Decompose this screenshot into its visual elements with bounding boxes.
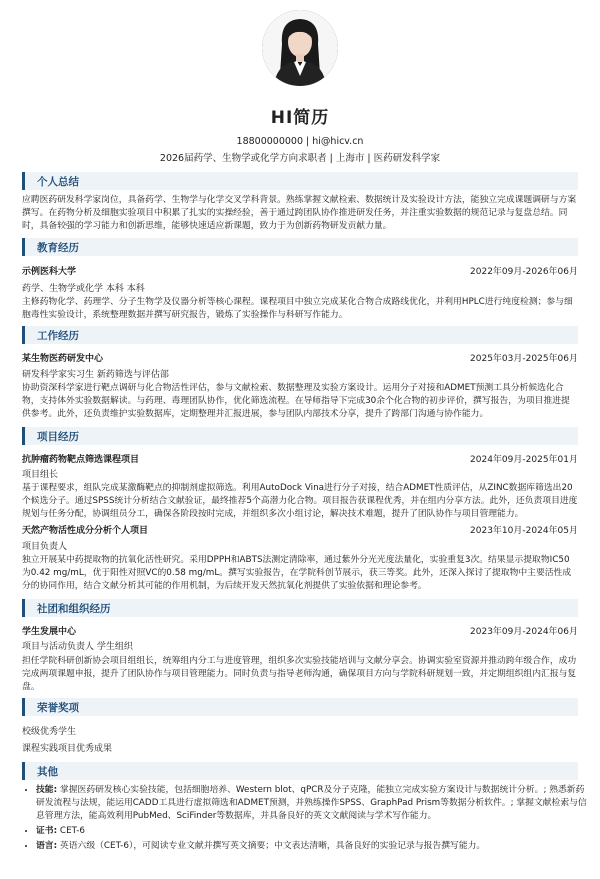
honor-item: 校级优秀学生 xyxy=(22,727,77,737)
section-accent-bar xyxy=(22,427,25,445)
project-text: 基于课程要求，组队完成某激酶靶点的抑制剂虚拟筛选。利用AutoDock Vina进行分子对接，结合ADMET性质评估，从ZINC数据库筛选出20个候选分子。通过SPSS统计分析结合文献验证，最终推荐5个高潜力化合物。项目报告获课程优秀，并在组内分享方法。此外，还负责项目进度规划与任务分配，协调组员分工，确保各阶段按时完成，并组织多次小组讨论，解决技术难题，提升了团队协作与项目管理能力。 xyxy=(22,483,578,519)
section-header-projects xyxy=(22,427,578,445)
section-accent-bar xyxy=(22,326,25,344)
education-major: 药学、生物学或化学 本科 本科 xyxy=(22,284,145,294)
project-row xyxy=(22,523,578,536)
campus-role: 项目与活动负责人 学生组织 xyxy=(22,642,133,652)
campus-date: 2023年09月-2024年06月 xyxy=(470,627,578,637)
section-accent-bar xyxy=(22,172,25,190)
section-title: 个人总结 xyxy=(37,175,79,188)
section-header-summary xyxy=(22,172,578,190)
education-date: 2022年09月-2026年06月 xyxy=(470,267,578,277)
section-title: 其他 xyxy=(37,765,58,778)
section-accent-bar xyxy=(22,238,25,256)
section-accent-bar xyxy=(22,762,25,780)
work-role: 研发科学家实习生 新药筛选与评估部 xyxy=(22,370,169,380)
other-label: 语言: xyxy=(36,841,58,851)
work-text: 协助资深科学家进行靶点调研与化合物活性评估，参与文献检索、数据整理及实验方案设计。运用分子对接和ADMET预测工具分析候选化合物，支持体外实验数据解读。与药理、毒理团队协作，优化筛选流程。在导师指导下完成30余个化合物的初步评价，撰写报告，为项目推进提供参考。此外，还负责维护实验数据库，定期整理并汇报进展，参与团队内部技术分享，提升了跨部门沟通与协作能力。 xyxy=(22,383,570,419)
project-role: 项目组长 xyxy=(22,470,59,480)
section-header-work xyxy=(22,326,578,344)
other-item-skills xyxy=(36,784,592,823)
honor-item: 课程实践项目优秀成果 xyxy=(22,744,113,754)
work-date: 2025年03月-2025年06月 xyxy=(470,354,578,364)
other-text: 英语六级（CET-6），可阅读专业文献并撰写英文摘要；中文表达清晰，具备良好的实验记录与报告撰写能力。 xyxy=(59,841,486,851)
section-header-honors xyxy=(22,698,578,716)
project-text: 独立开展某中药提取物的抗氧化活性研究。采用DPPH和ABTS法测定清除率，通过紫外分光光度法量化，实验重复3次。结果显示提取物IC50为0.42 mg/mL，优于阳性对照VC的0.58 mg/mL。撰写实验报告，在学院科创节展示，获三等奖。此外，还深入探讨了提取物中主要活性成分的协同作用，结合文献分析其可能的作用机制，为后续开发天然抗氧化剂提供了实验依据和理论参考。 xyxy=(22,555,572,591)
project-role: 项目负责人 xyxy=(22,542,68,552)
work-row xyxy=(22,351,578,364)
project-name: 天然产物活性成分分析个人项目 xyxy=(22,526,149,536)
other-list xyxy=(22,784,592,855)
person-portrait-icon xyxy=(262,10,338,86)
section-accent-bar xyxy=(22,599,25,617)
campus-row xyxy=(22,624,578,637)
section-title: 项目经历 xyxy=(37,430,79,443)
contact-line: 18800000000 | hi@hicv.cn xyxy=(236,136,364,147)
education-row xyxy=(22,264,578,277)
section-header-campus xyxy=(22,599,578,617)
other-text: CET-6 xyxy=(59,826,85,836)
section-header-education xyxy=(22,238,578,256)
section-header-other xyxy=(22,762,578,780)
campus-org: 学生发展中心 xyxy=(22,627,77,637)
profile-photo xyxy=(262,10,338,86)
section-accent-bar xyxy=(22,698,25,716)
work-org: 某生物医药研发中心 xyxy=(22,354,104,364)
other-item-certificate xyxy=(36,825,592,838)
project-date: 2023年10月-2024年05月 xyxy=(470,526,578,536)
campus-text: 担任学院科研创新协会项目组组长，统筹组内分工与进度管理，组织多次实验技能培训与文献分享会。协调实验室资源并推动跨年级合作，成功完成两项课题申报，提升了团队协作与项目管理能力。同时负责与指导老师沟通，确保项目方向与学院科研规划一致，并定期组织组内汇报与复盘。 xyxy=(22,656,577,692)
education-text: 主修药物化学、药理学、分子生物学及仪器分析等核心课程。课程项目中独立完成某化合物合成路线优化，并利用HPLC进行纯度检测；参与细胞毒性实验设计，系统整理数据并撰写研究报告，锻炼了实验操作与科研写作能力。 xyxy=(22,297,573,320)
resume-name: HI简历 xyxy=(270,108,330,128)
job-intent-line: 2026届药学、生物学或化学方向求职者 | 上海市 | 医药研发科学家 xyxy=(159,153,441,164)
other-label: 技能: xyxy=(36,785,58,795)
project-name: 抗肿瘤药物靶点筛选课程项目 xyxy=(22,455,140,465)
other-text: 掌握医药研发核心实验技能，包括细胞培养、Western blot、qPCR及分子克隆，能独立完成实验方案设计与数据统计分析。; 熟悉新药研发流程与法规，能运用CADD工具进行虚拟筛选和ADMET预测，并熟练操作SPSS、GraphPad Prism等数据分析软件。; 掌握文献检索与信息管理方法，能高效利用PubMed、SciFinder等数据库，并具备良好的英文文献阅读与学术写作能力。 xyxy=(36,785,587,821)
other-item-language xyxy=(36,840,592,853)
summary-text: 应聘医药研发科学家岗位，具备药学、生物学与化学交叉学科背景。熟练掌握文献检索、数据统计及实验设计方法，能独立完成课题调研与方案撰写。在药物分析及细胞实验项目中积累了扎实的实操经验，善于通过跨团队协作推进研发任务，并注重实验数据的规范记录与复盘总结。同时，具备较强的学习能力和创新思维，能够快速适应新课题，致力于为创新药物研发贡献力量。 xyxy=(22,195,577,231)
school-name: 示例医科大学 xyxy=(22,267,77,277)
section-title: 工作经历 xyxy=(37,329,79,342)
section-title: 荣誉奖项 xyxy=(37,701,79,714)
other-label: 证书: xyxy=(36,826,58,836)
section-title: 社团和组织经历 xyxy=(37,602,111,615)
project-row xyxy=(22,452,578,465)
section-title: 教育经历 xyxy=(37,241,79,254)
project-date: 2024年09月-2025年01月 xyxy=(470,455,578,465)
